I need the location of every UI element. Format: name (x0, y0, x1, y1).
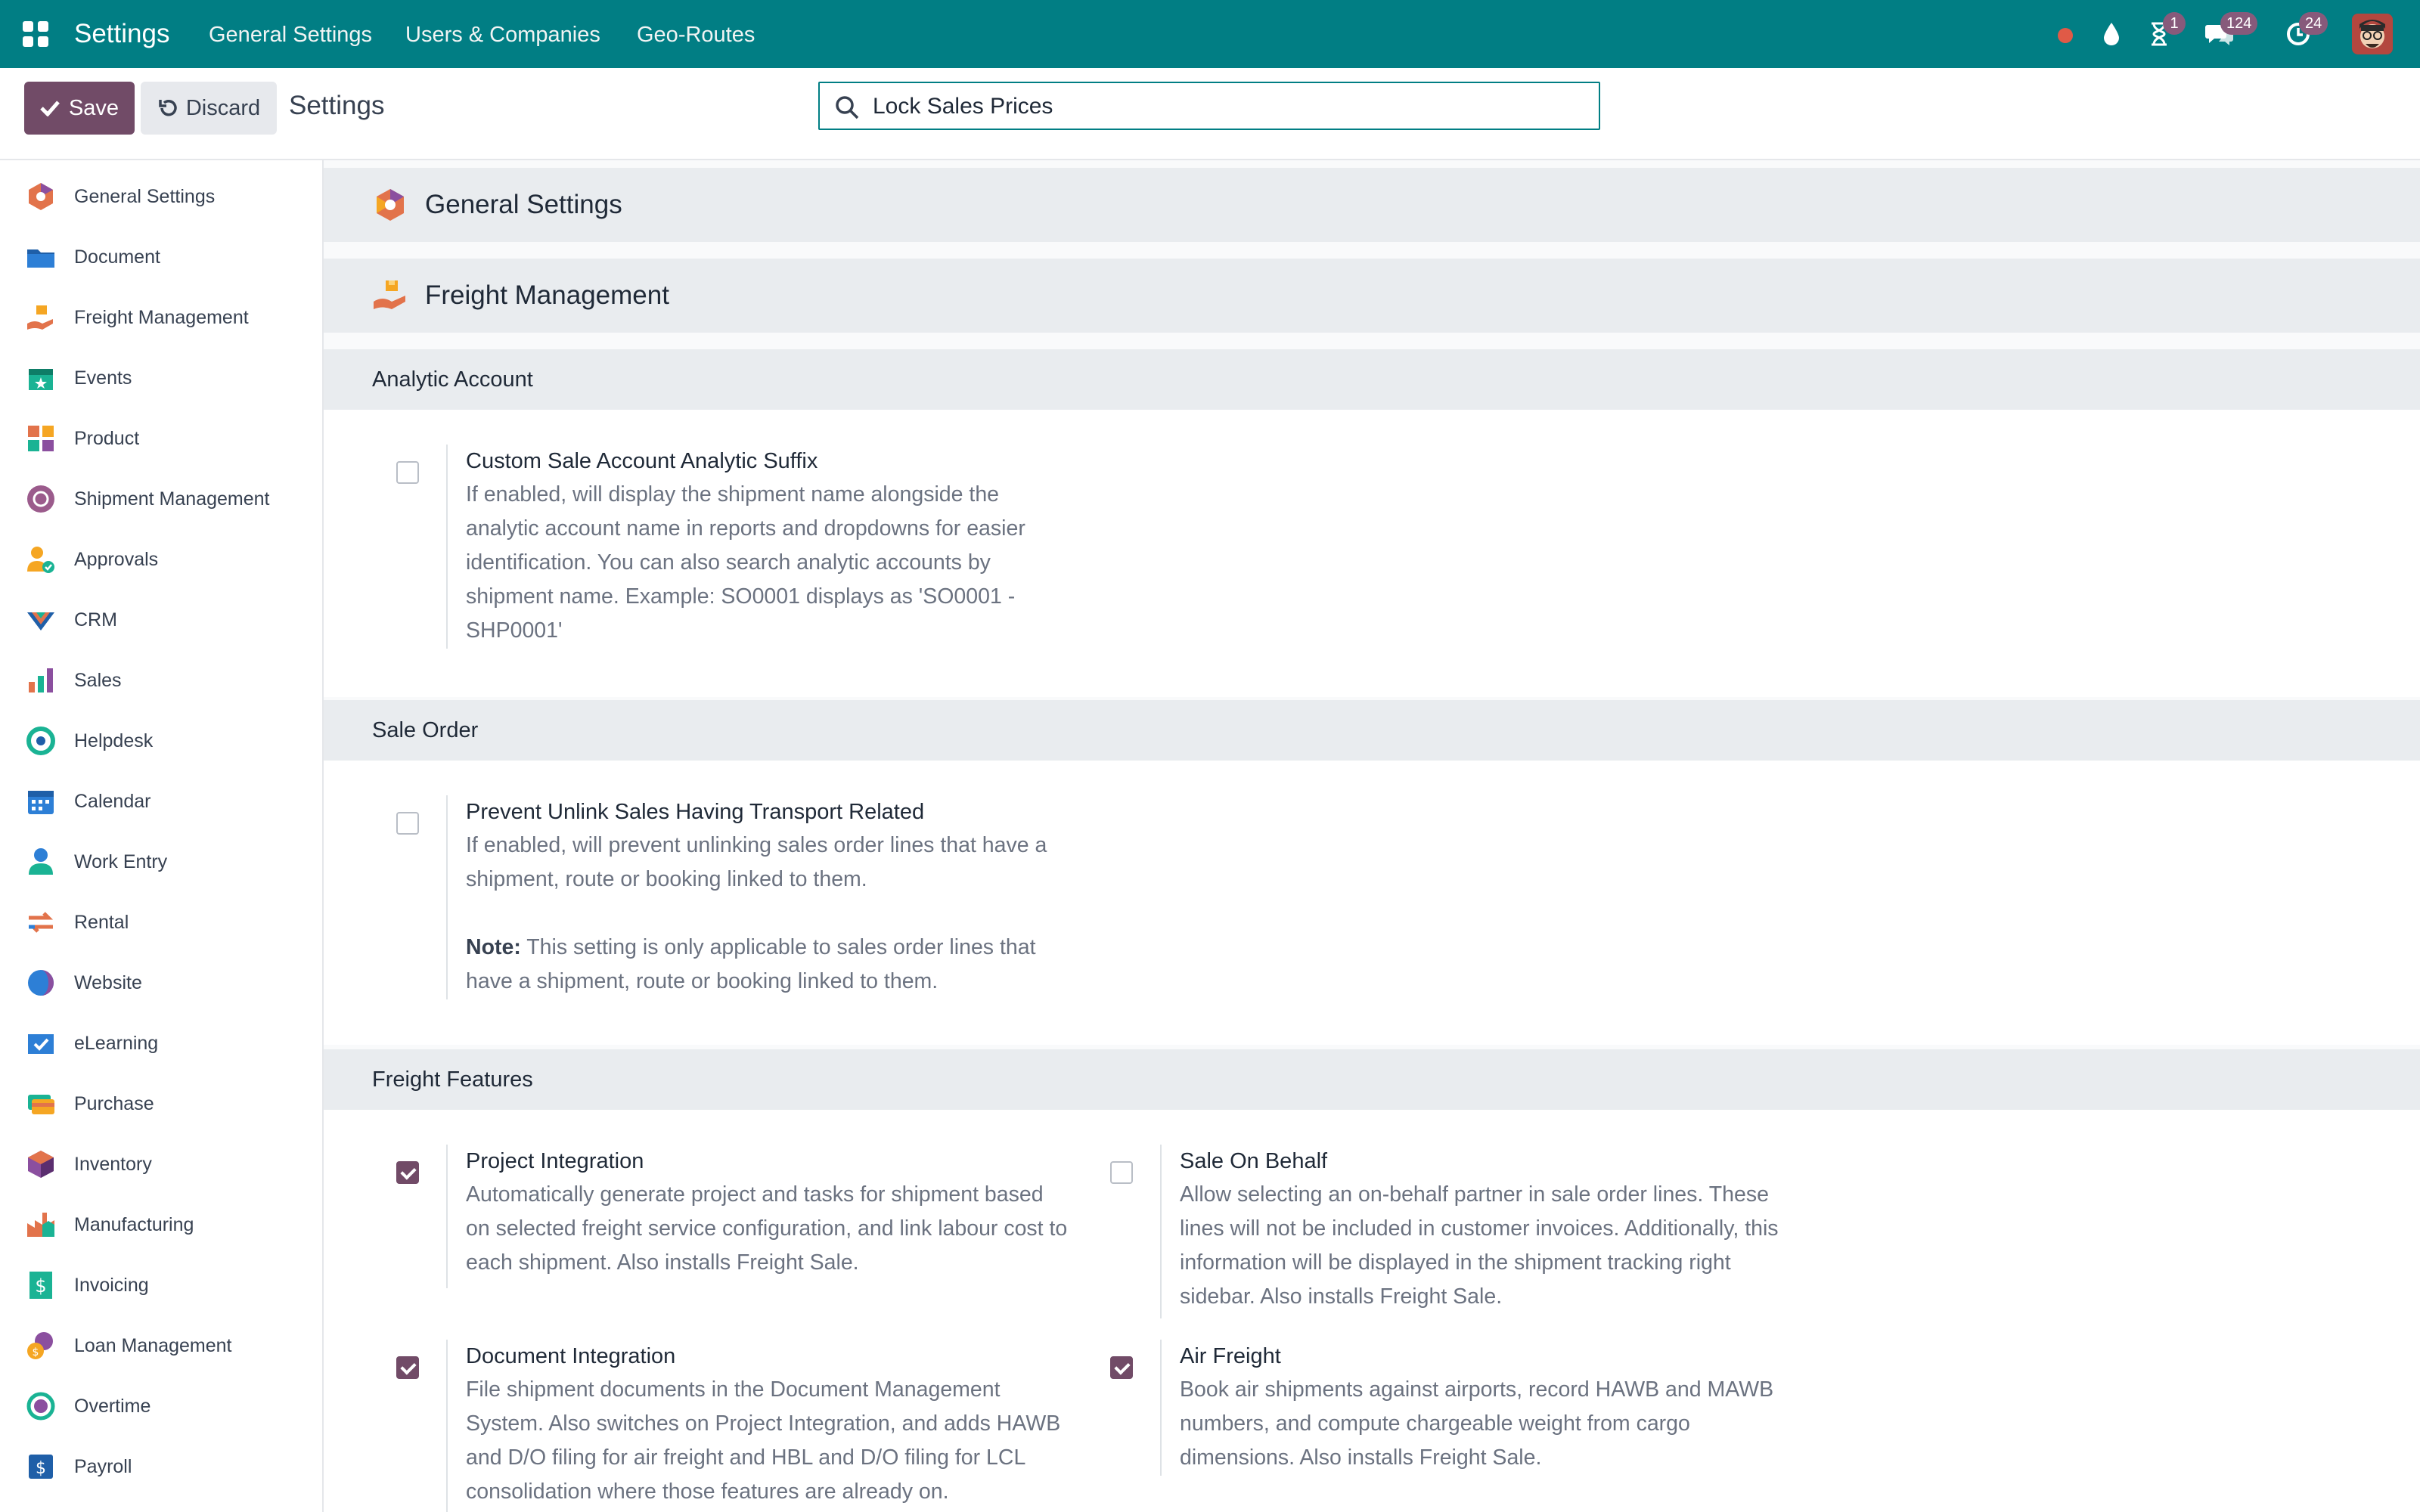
sidebar-item-purchase[interactable]: Purchase (0, 1074, 322, 1134)
sidebar-item-loan-management[interactable]: $ Loan Management (0, 1315, 322, 1376)
search-input[interactable] (871, 89, 1555, 124)
updates-count-badge: 24 (2299, 12, 2328, 35)
setting-title: Air Freight (1180, 1344, 1281, 1368)
setting-description: Allow selecting an on-behalf partner in sale order lines. These lines will not be included in customer invoices. Additionally, this information will be displayed in the shipment tracking right sidebar. Also installs Freight Sale. (1180, 1182, 1779, 1309)
freight-icon (372, 277, 408, 314)
shipment-icon (26, 484, 56, 514)
elearning-icon (26, 1028, 56, 1058)
setting-custom-sale-analytic-suffix (396, 445, 1062, 656)
product-icon (26, 423, 56, 454)
svg-text:$: $ (36, 1459, 46, 1478)
section-freight-features-body (324, 1110, 2420, 1512)
section-analytic-account: Analytic Account (324, 349, 2420, 410)
sidebar-item-sales[interactable]: Sales (0, 650, 322, 711)
inventory-icon (26, 1149, 56, 1179)
menu-users-companies[interactable]: Users & Companies (405, 23, 600, 47)
sidebar-item-overtime[interactable]: Overtime (0, 1376, 322, 1436)
svg-text:$: $ (35, 1275, 47, 1297)
sidebar-item-approvals[interactable]: Approvals (0, 529, 322, 590)
sidebar-item-crm[interactable]: CRM (0, 590, 322, 650)
folder-icon (26, 242, 56, 272)
setting-note: Note: This setting is only applicable to sales order lines that have a shipment, route or booking linked to them. (466, 935, 1036, 993)
sidebar-item-invoicing[interactable]: $ Invoicing (0, 1255, 322, 1315)
menu-geo-routes[interactable]: Geo-Routes (637, 23, 755, 47)
activity-hourglass-icon[interactable] (2142, 15, 2179, 51)
helpdesk-icon (26, 726, 56, 756)
sale-on-behalf-checkbox[interactable] (1110, 1161, 1133, 1184)
updates-clock-icon[interactable] (2281, 15, 2322, 51)
general-settings-icon (372, 187, 408, 223)
invoicing-icon (26, 1270, 56, 1300)
setting-prevent-unlink-sales (396, 795, 1062, 1007)
setting-project-integration (396, 1145, 1068, 1326)
purchase-icon (26, 1089, 56, 1119)
app-header-general-settings: General Settings (324, 168, 2420, 242)
setting-title: Custom Sale Account Analytic Suffix (466, 449, 818, 473)
activity-count-badge: 1 (2163, 12, 2186, 35)
freight-icon (26, 302, 56, 333)
setting-title: Sale On Behalf (1180, 1149, 1328, 1173)
section-analytic-account-body (324, 410, 2420, 697)
discard-label: Discard (185, 95, 261, 120)
custom-suffix-checkbox[interactable] (396, 461, 419, 484)
record-dot-icon[interactable] (2054, 17, 2077, 51)
section-sale-order-body (324, 761, 2420, 1045)
settings-sidebar (0, 160, 324, 1512)
svg-text:$: $ (32, 1346, 39, 1359)
control-panel (0, 68, 2420, 160)
messages-count-badge: 124 (2220, 12, 2257, 35)
sidebar-item-inventory[interactable]: Inventory (0, 1134, 322, 1194)
section-sale-order: Sale Order (324, 700, 2420, 761)
sidebar-item-work-entry[interactable]: Work Entry (0, 832, 322, 892)
setting-sale-on-behalf (1110, 1145, 1779, 1326)
settings-content (324, 160, 2420, 1512)
approvals-icon (26, 544, 56, 575)
events-icon (26, 363, 56, 393)
sidebar-item-freight-management[interactable]: Freight Management (0, 287, 322, 348)
discard-button[interactable] (141, 82, 277, 135)
rental-icon (26, 907, 56, 937)
document-integration-checkbox[interactable] (396, 1356, 419, 1379)
setting-description: If enabled, will display the shipment name alongside the analytic account name in reports and dropdowns for easier identification. You can also search analytic accounts by shipment name. Example: SO0001 displays as 'SO0001 - SHP0001' (466, 482, 1025, 643)
payroll-icon (26, 1452, 56, 1482)
sidebar-item-document[interactable]: Document (0, 227, 322, 287)
sidebar-item-elearning[interactable]: eLearning (0, 1013, 322, 1074)
search-icon (833, 94, 861, 121)
general-settings-icon (26, 181, 56, 212)
top-navbar (0, 0, 2420, 68)
section-freight-features: Freight Features (324, 1049, 2420, 1110)
work-entry-icon (26, 847, 56, 877)
undo-icon (157, 98, 178, 119)
drop-icon[interactable] (2096, 17, 2127, 51)
page-title: Settings (289, 91, 385, 120)
save-button[interactable] (24, 82, 135, 135)
save-label: Save (68, 95, 119, 120)
sidebar-item-payroll[interactable]: $ Payroll (0, 1436, 322, 1497)
sidebar-item-manufacturing[interactable]: Manufacturing (0, 1194, 322, 1255)
setting-air-freight (1110, 1340, 1776, 1512)
app-brand[interactable]: Settings (74, 19, 170, 48)
app-header-freight-management: Freight Management (324, 259, 2420, 333)
setting-description: If enabled, will prevent unlinking sales order lines that have a shipment, route or booking linked to them. Note: This setting is only applicable to sales order lines that have a shipment, route or booking linked to them. (466, 829, 1071, 999)
crm-icon (26, 605, 56, 635)
sidebar-item-events[interactable]: Events (0, 348, 322, 408)
menu-general-settings[interactable]: General Settings (209, 23, 373, 47)
sales-icon (26, 665, 56, 696)
apps-menu-icon[interactable] (23, 21, 48, 47)
setting-description: Book air shipments against airports, record HAWB and MAWB numbers, and compute chargeable weight from cargo dimensions. Also installs Freight Sale. (1180, 1377, 1774, 1470)
sidebar-item-general-settings[interactable]: General Settings (0, 166, 322, 227)
sidebar-item-calendar[interactable]: Calendar (0, 771, 322, 832)
check-icon (40, 100, 60, 116)
manufacturing-icon (26, 1210, 56, 1240)
sidebar-item-shipment-management[interactable]: Shipment Management (0, 469, 322, 529)
sidebar-item-website[interactable]: Website (0, 953, 322, 1013)
sidebar-item-rental[interactable]: Rental (0, 892, 322, 953)
setting-title: Project Integration (466, 1149, 644, 1173)
setting-title: Prevent Unlink Sales Having Transport Related (466, 800, 925, 824)
setting-description: Automatically generate project and tasks for shipment based on selected freight service configuration, and link labour cost to each shipment. Also installs Freight Sale. (466, 1182, 1068, 1275)
prevent-unlink-checkbox[interactable] (396, 812, 419, 835)
sidebar-item-helpdesk[interactable]: Helpdesk (0, 711, 322, 771)
project-integration-checkbox[interactable] (396, 1161, 419, 1184)
loan-icon (26, 1331, 56, 1361)
messages-icon[interactable] (2202, 15, 2252, 51)
setting-description: File shipment documents in the Document Management System. Also switches on Project Integration, and adds HAWB and D/O filing for air freight and HBL and D/O filing for LCL consolidation where those features are already on. (466, 1377, 1061, 1504)
overtime-icon (26, 1391, 56, 1421)
user-avatar[interactable] (2352, 14, 2393, 54)
calendar-icon (26, 786, 56, 816)
setting-title: Document Integration (466, 1344, 676, 1368)
settings-search-box[interactable] (818, 82, 1600, 130)
setting-document-integration (396, 1340, 1062, 1512)
website-icon (26, 968, 56, 998)
air-freight-checkbox[interactable] (1110, 1356, 1133, 1379)
sidebar-item-product[interactable]: Product (0, 408, 322, 469)
